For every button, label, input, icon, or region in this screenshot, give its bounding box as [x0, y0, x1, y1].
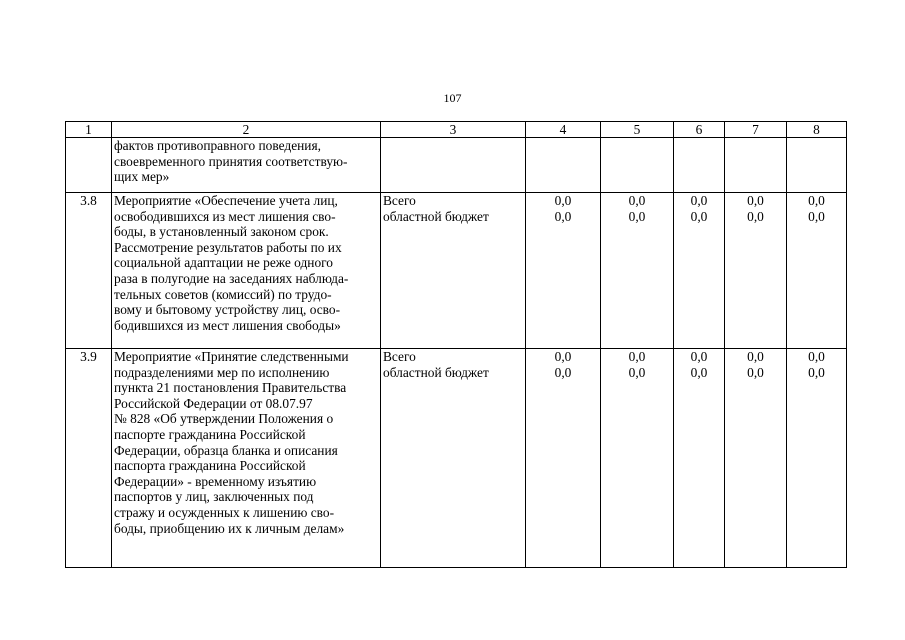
description-line: боды, приобщению их к личным делам» [114, 520, 345, 536]
header-cell-3: 3 [381, 122, 526, 138]
header-cell-1: 1 [66, 122, 112, 138]
description-line: паспортов у лиц, заключенных под [114, 489, 314, 505]
row-number: 3.8 [66, 193, 112, 349]
description-line: Российской Федерации от 08.07.97 [114, 395, 313, 411]
table-row [66, 193, 847, 349]
value-cell-col-4 [526, 193, 601, 349]
table-row [66, 138, 847, 193]
value: 0,0 [628, 364, 646, 380]
value: 0,0 [690, 208, 708, 224]
description-line: Рассмотрение результатов работы по их [114, 239, 342, 255]
measure-description [112, 138, 381, 193]
value-cell-col-7 [725, 193, 787, 349]
measure-description [112, 349, 381, 568]
value: 0,0 [690, 364, 708, 380]
value-cell-col-7 [725, 349, 787, 568]
description-line: своевременного принятия соответствую- [114, 153, 348, 169]
value-cell-col-5 [601, 193, 674, 349]
value: 0,0 [554, 349, 572, 364]
header-cell-6: 6 [674, 122, 725, 138]
funding-source [381, 138, 526, 193]
header-cell-7: 7 [725, 122, 787, 138]
description-line: паспорта гражданина Российской [114, 458, 306, 474]
funding-source [381, 349, 526, 568]
description-line: пункта 21 постановления Правительства [114, 380, 347, 396]
value: 0,0 [554, 193, 572, 208]
description-line: Мероприятие «Обеспечение учета лиц, [114, 193, 338, 208]
value: 0,0 [747, 349, 764, 364]
description-line: освободившихся из мест лишения сво- [114, 208, 336, 224]
description-line: бодившихся из мест лишения свободы» [114, 317, 341, 333]
value-cell-col-8 [787, 349, 847, 568]
description-line: тельных советов (комиссий) по трудо- [114, 286, 332, 302]
header-cell-5: 5 [601, 122, 674, 138]
description-line: раза в полугодие на заседаниях наблюда- [114, 270, 349, 286]
value: 0,0 [690, 349, 708, 364]
budget-table [65, 121, 847, 568]
value: 0,0 [554, 208, 572, 224]
description-line: щих мер» [114, 169, 170, 185]
row-number [66, 138, 112, 193]
description-line: фактов противоправного поведения, [114, 138, 321, 153]
value: 0,0 [808, 364, 825, 380]
value: 0,0 [808, 208, 825, 224]
value: 0,0 [628, 208, 646, 224]
funding-source-line: Всего [383, 349, 416, 364]
table-row [66, 349, 847, 568]
value: 0,0 [690, 193, 708, 208]
value-cell-col-5 [601, 138, 674, 193]
description-line: вому и бытовому устройству лиц, осво- [114, 302, 341, 318]
description-line: подразделениями мер по исполнению [114, 364, 330, 380]
value-cell-col-8 [787, 193, 847, 349]
funding-source-line: областной бюджет [383, 364, 489, 380]
value: 0,0 [628, 349, 646, 364]
description-line: Федерации, образца бланка и описания [114, 442, 338, 458]
value: 0,0 [554, 364, 572, 380]
value-cell-col-4 [526, 349, 601, 568]
header-cell-4: 4 [526, 122, 601, 138]
funding-source-line: областной бюджет [383, 208, 489, 224]
value-cell-col-8 [787, 138, 847, 193]
description-line: боды, в установленный законом срок. [114, 224, 329, 240]
row-number: 3.9 [66, 349, 112, 568]
description-line: № 828 «Об утверждении Положения о [114, 411, 334, 427]
description-line: социальной адаптации не реже одного [114, 255, 333, 271]
description-line: Федерации» - временному изъятию [114, 473, 317, 489]
value-cell-col-6 [674, 349, 725, 568]
value-cell-col-4 [526, 138, 601, 193]
header-cell-2: 2 [112, 122, 381, 138]
header-row [66, 122, 847, 138]
value: 0,0 [747, 364, 764, 380]
value: 0,0 [808, 349, 825, 364]
value: 0,0 [747, 193, 764, 208]
value-cell-col-6 [674, 138, 725, 193]
value: 0,0 [808, 193, 825, 208]
value: 0,0 [747, 208, 764, 224]
value-cell-col-6 [674, 193, 725, 349]
value: 0,0 [628, 193, 646, 208]
funding-source [381, 193, 526, 349]
description-line: стражу и осужденных к лишению сво- [114, 504, 335, 520]
description-line: Мероприятие «Принятие следственными [114, 349, 349, 364]
measure-description [112, 193, 381, 349]
funding-source-line: Всего [383, 193, 416, 208]
page-number: 107 [443, 91, 462, 105]
value-cell-col-5 [601, 349, 674, 568]
header-cell-8: 8 [787, 122, 847, 138]
value-cell-col-7 [725, 138, 787, 193]
description-line: паспорте гражданина Российской [114, 426, 306, 442]
